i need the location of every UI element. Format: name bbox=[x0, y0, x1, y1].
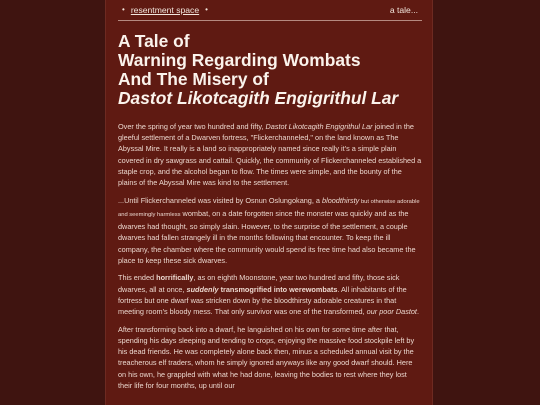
breadcrumb bbox=[122, 0, 208, 20]
breadcrumb-link-resentment-space[interactable]: resentment space bbox=[130, 5, 200, 15]
title-line-4: Dastot Likotcagith Engigrithul Lar bbox=[118, 88, 399, 108]
bullet-icon: • bbox=[122, 5, 125, 14]
title-line-1: A Tale of bbox=[118, 31, 190, 51]
text: Over the spring of year two hundred and fifty, bbox=[118, 122, 266, 131]
paragraph-3 bbox=[118, 272, 422, 317]
page-title bbox=[118, 32, 422, 108]
paragraph-1 bbox=[118, 121, 422, 188]
text: This ended bbox=[118, 273, 157, 283]
page-marker: a tale... bbox=[389, 5, 418, 15]
emphasis: suddenly bbox=[186, 284, 219, 294]
text: . All inhabitants of the fortress but one dwarf was stricken down by the bloodthirsty adorable creatures in that meeting room's bloody mess. That only survivor was one of the transformed, bbox=[118, 284, 407, 317]
small-text: but otherwise adorable and seemingly harmless bbox=[118, 198, 420, 218]
text: , as on eighth Moonstone, year two hundred and fifty, those sick dwarves, all at once, bbox=[118, 273, 400, 294]
top-navigation bbox=[118, 0, 422, 21]
emphasis: Dastot Likotcagith Engigrithul Lar bbox=[265, 122, 373, 131]
strong-text: horrifically bbox=[156, 273, 194, 283]
text: After transforming back into a dwarf, he languished on his own for some time after that, spending his days sleeping and tending to crops, enjoying the massive food stockpile left by his dead friends. He was completely alone back then, minus a scheduled annual visit by the treacherous elf traders, whom he simply ignored anyways like any good dwarf should. Here on his own, he grappled with what he had done, leaving the bodies to rest where they lost their life for four months, up until our bbox=[118, 324, 415, 390]
emphasis: our poor Dastot bbox=[366, 307, 417, 317]
text: ...Until Flickerchanneled was visited by Osnun Oslungokang, a bbox=[118, 195, 323, 205]
title-line-2: Warning Regarding Wombats bbox=[118, 50, 361, 70]
title-line-3: And The Misery of bbox=[118, 69, 269, 89]
emphasis: bloodthirsty bbox=[322, 195, 360, 205]
content-column bbox=[105, 0, 433, 405]
article-body bbox=[118, 121, 422, 391]
strong-text bbox=[187, 285, 338, 294]
text: joined in the gleeful settlement of a Dwarven fortress, "Flickerchanneled," on the land known as The Abyssal Mire. It really is a land so inappropriately named since really it's a simple plain covered in dry sawgrass and cattail. Quickly, the community of Flickerchanneled established a staple crop, and the alcohol began to flow. The times were simple, and the bounty of the plains of the Abyssal Mire was kind to the settlement. bbox=[118, 122, 422, 188]
text: wombat, on a date forgotten since the monster was quickly and as the dwarves had thought, so simply slain. However, to the surprise of the settlement, a couple dwarves had fallen strangely ill in the months following that encounter. To keep the ill company, the chamber where the community would spend its free time had also became the place to keep these sick dwarves. bbox=[118, 208, 416, 265]
bullet-icon: • bbox=[205, 5, 208, 14]
text: transmogrified into werewombats bbox=[218, 284, 338, 294]
paragraph-4 bbox=[118, 324, 422, 391]
text: . bbox=[416, 307, 419, 317]
paragraph-2 bbox=[118, 195, 422, 266]
